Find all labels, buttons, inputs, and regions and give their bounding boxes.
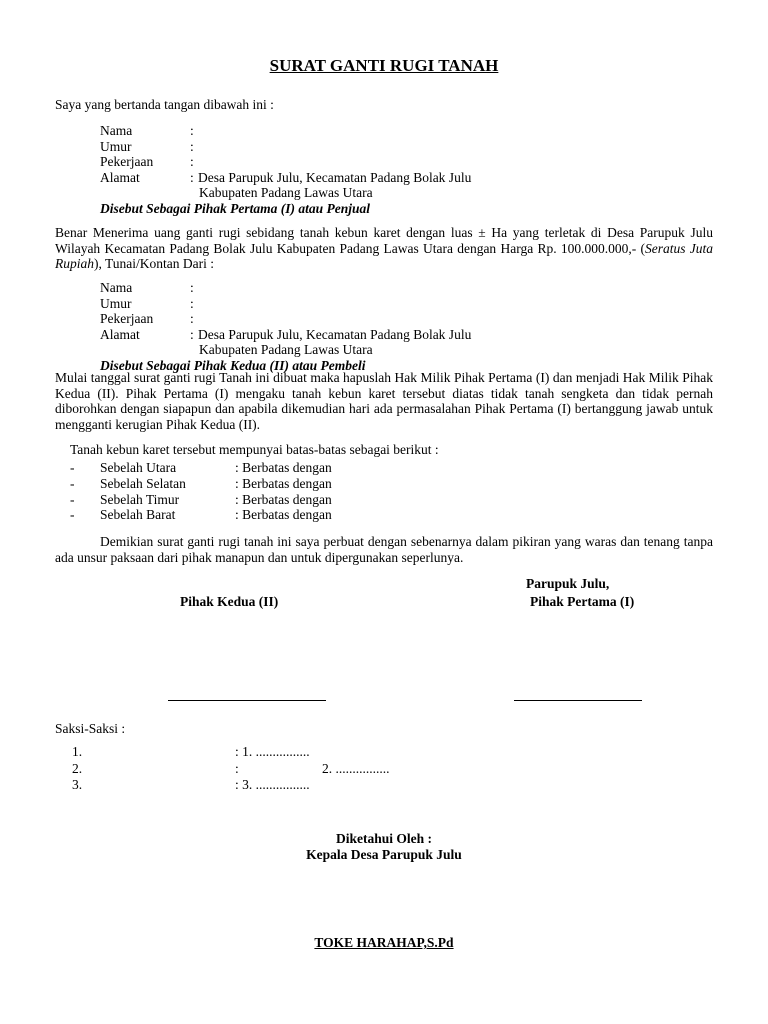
document-title: SURAT GANTI RUGI TANAH [269, 56, 499, 75]
boundary-row [70, 460, 570, 476]
boundary-row [70, 492, 570, 508]
bullet-dash: - [70, 507, 75, 523]
witness-number: 1. [72, 744, 83, 759]
witness-signature: : 3. ................ [235, 777, 310, 792]
boundary-row [70, 507, 570, 523]
field-colon: : [190, 138, 194, 154]
boundary-name: Sebelah Utara [100, 460, 177, 475]
witness-colon: : [235, 760, 239, 776]
party1-address-row [100, 170, 600, 186]
boundary-name: Sebelah Selatan [100, 475, 186, 491]
party1-signature-line [514, 700, 642, 701]
witness-row [72, 777, 572, 794]
party2-name-row [100, 280, 600, 296]
bullet-dash: - [70, 475, 75, 491]
boundaries-intro: Tanah kebun karet tersebut mempunyai batas-batas sebagai berikut : [70, 442, 439, 457]
party2-signature-line [168, 700, 326, 701]
boundary-row [70, 476, 570, 492]
field-value: Desa Parupuk Julu, Kecamatan Padang Bolak Julu [198, 326, 472, 342]
field-colon: : [190, 169, 194, 185]
field-label: Pekerjaan [100, 154, 154, 169]
party1-job-row [100, 154, 600, 170]
boundary-value: : Berbatas dengan [235, 475, 332, 491]
witness-list [72, 744, 572, 794]
paragraph-text-end: ), Tunai/Kontan Dari : [94, 256, 214, 271]
party1-address-cont-row [100, 185, 600, 201]
boundary-name: Sebelah Timur [100, 491, 180, 507]
field-label: Pekerjaan [100, 311, 154, 326]
party1-signature-label: Pihak Pertama (I) [530, 594, 635, 609]
party1-role-row [100, 201, 600, 217]
field-value: Desa Parupuk Julu, Kecamatan Padang Bolak Julu [198, 169, 472, 185]
boundary-name: Sebelah Barat [100, 507, 176, 523]
field-label: Umur [100, 138, 132, 154]
village-head-title: Kepala Desa Parupuk Julu [306, 847, 462, 862]
paragraph-text: Benar Menerima uang ganti rugi sebidang tanah kebun karet dengan luas ± Ha yang terletak di Desa Parupuk Julu Wilayah Kecamatan Padang Bolak Julu Kabupaten Padang Lawas Utara dengan Harga Rp. 100.000.000,- ( [55, 225, 713, 256]
party2-job-row [100, 311, 600, 327]
boundary-value: : Berbatas dengan [235, 491, 332, 507]
boundary-value: : Berbatas dengan [235, 460, 332, 475]
party2-fields [100, 280, 600, 373]
witness-number: 3. [72, 777, 83, 792]
signature-place: Parupuk Julu, [526, 576, 610, 591]
field-label: Nama [100, 123, 133, 138]
field-colon: : [190, 154, 194, 169]
intro-text: Saya yang bertanda tangan dibawah ini : [55, 97, 274, 112]
boundaries-list [70, 460, 570, 523]
field-label: Umur [100, 295, 132, 311]
party2-address-cont-row [100, 342, 600, 358]
witness-row [72, 744, 572, 761]
address-continuation: Kabupaten Padang Lawas Utara [199, 185, 373, 200]
ownership-paragraph: Mulai tanggal surat ganti rugi Tanah ini dibuat maka hapuslah Hak Milik Pihak Pertama (I) dan menjadi Hak Milik Pihak Kedua (II). Pihak Pertama (I) mengaku tanah kebun karet tersebut diatas tidak tanah sengketa dan tidak pernah diborohkan dengan siapapun dan apabila dikemudian hari ada permasalahan Pihak Pertama (I) bertanggung jawab untuk mengganti kerugian Pihak Kedua (II). [55, 370, 713, 432]
party2-signature-label: Pihak Kedua (II) [180, 594, 279, 609]
field-colon: : [190, 326, 194, 342]
party1-role: Disebut Sebagai Pihak Pertama (I) atau Penjual [100, 200, 371, 216]
party2-age-row [100, 296, 600, 312]
field-label: Alamat [100, 326, 140, 342]
address-continuation: Kabupaten Padang Lawas Utara [199, 342, 373, 357]
closing-paragraph: Demikian surat ganti rugi tanah ini saya perbuat dengan sebenarnya dalam pikiran yang waras dan tenang tanpa ada unsur paksaan dari pihak manapun dan untuk dipergunakan seperlunya. [55, 534, 713, 565]
field-label: Nama [100, 280, 133, 295]
village-head-name: TOKE HARAHAP,S.Pd [314, 935, 454, 950]
field-colon: : [190, 280, 194, 295]
witness-signature: 2. ................ [322, 760, 390, 776]
witness-number: 2. [72, 760, 83, 776]
field-colon: : [190, 123, 194, 138]
field-colon: : [190, 295, 194, 311]
party1-fields [100, 123, 600, 216]
bullet-dash: - [70, 460, 75, 475]
village-head-name-wrap [0, 935, 768, 951]
paragraph-italic-text: Seratus Juta Rupiah [55, 240, 713, 271]
party1-age-row [100, 139, 600, 155]
witness-row [72, 761, 572, 778]
boundary-value: : Berbatas dengan [235, 507, 332, 523]
witnesses-title: Saksi-Saksi : [55, 721, 126, 736]
witness-signature: : 1. ................ [235, 744, 310, 759]
party1-name-row [100, 123, 600, 139]
bullet-dash: - [70, 491, 75, 507]
party2-role: Disebut Sebagai Pihak Kedua (II) atau Pembeli [100, 357, 366, 373]
field-label: Alamat [100, 169, 140, 185]
payment-paragraph [55, 225, 713, 272]
party2-address-row [100, 327, 600, 343]
acknowledged-label: Diketahui Oleh : [335, 831, 432, 846]
field-colon: : [190, 311, 194, 326]
